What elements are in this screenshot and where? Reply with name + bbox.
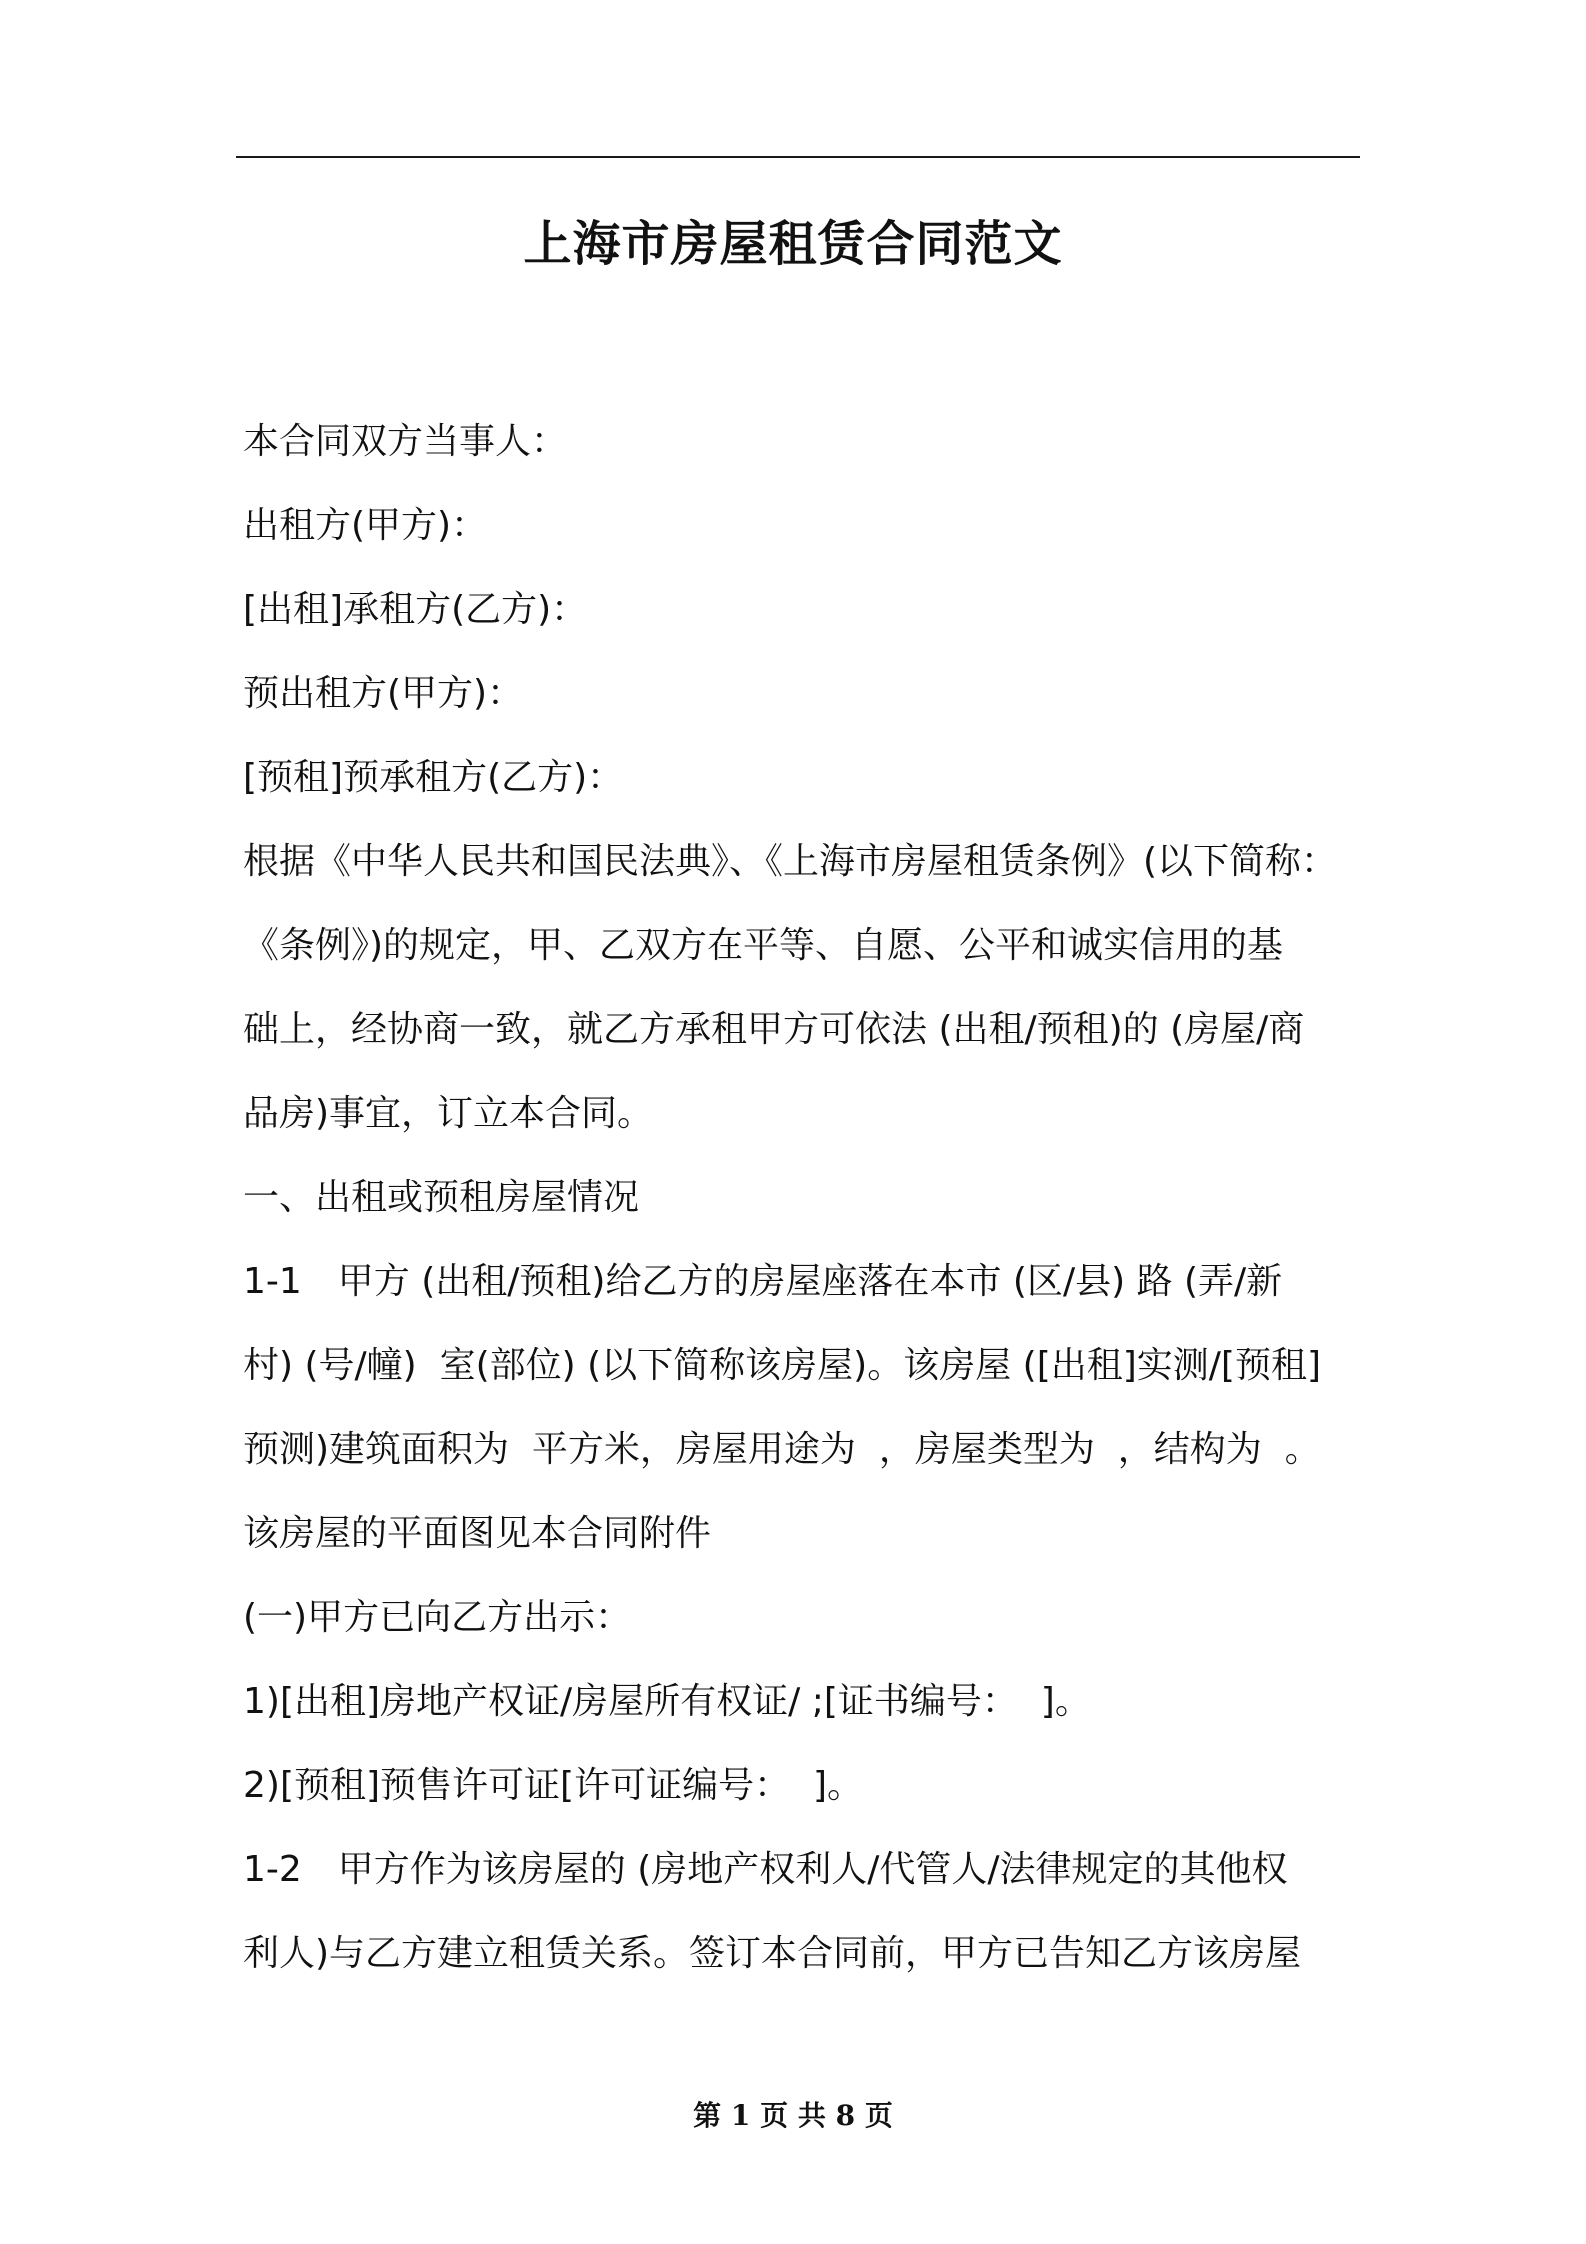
body-line: 预出租方(甲方)： [243, 673, 524, 714]
page-number: 第 1 页 共 8 页 [693, 2099, 893, 2132]
section-heading: 一、出租或预租房屋情况 [243, 1177, 640, 1218]
body-line: 村) (号/幢) 室(部位) (以下简称该房屋)。该房屋 ([出租]实测/[预租] [243, 1345, 1322, 1386]
body-line: 根据《中华人民共和国民法典》、《上海市房屋租赁条例》(以下简称： [243, 841, 1338, 882]
body-line: 本合同双方当事人： [243, 421, 568, 462]
body-line: 2)[预租]预售许可证[许可证编号： ]。 [243, 1765, 864, 1806]
body-line: 预测)建筑面积为 平方米，房屋用途为 ，房屋类型为 ，结构为 。 [243, 1429, 1321, 1470]
header-rule [236, 156, 1360, 158]
body-line: 出租方(甲方)： [243, 505, 488, 546]
body-line: 1)[出租]房地产权证/房屋所有权证/ ;[证书编号： ]。 [243, 1681, 1091, 1722]
body-line: 础上，经协商一致，就乙方承租甲方可依法 (出租/预租)的 (房屋/商 [243, 1009, 1305, 1050]
document-title: 上海市房屋租赁合同范文 [523, 216, 1063, 272]
body-line: 《条例》)的规定，甲、乙双方在平等、自愿、公平和诚实信用的基 [243, 925, 1284, 966]
body-line: 1-1 甲方 (出租/预租)给乙方的房屋座落在本市 (区/县) 路 (弄/新 [243, 1261, 1283, 1302]
body-line: [出租]承租方(乙方)： [243, 589, 588, 630]
body-line: [预租]预承租方(乙方)： [243, 757, 624, 798]
body-line: 利人)与乙方建立租赁关系。签订本合同前，甲方已告知乙方该房屋 [243, 1933, 1302, 1974]
body-line: 该房屋的平面图见本合同附件 [243, 1513, 712, 1554]
body-line: 1-2 甲方作为该房屋的 (房地产权利人/代管人/法律规定的其他权 [243, 1849, 1288, 1890]
body-line: 品房)事宜，订立本合同。 [243, 1093, 654, 1134]
document-body [243, 400, 1353, 1996]
body-line: (一)甲方已向乙方出示： [243, 1597, 632, 1638]
